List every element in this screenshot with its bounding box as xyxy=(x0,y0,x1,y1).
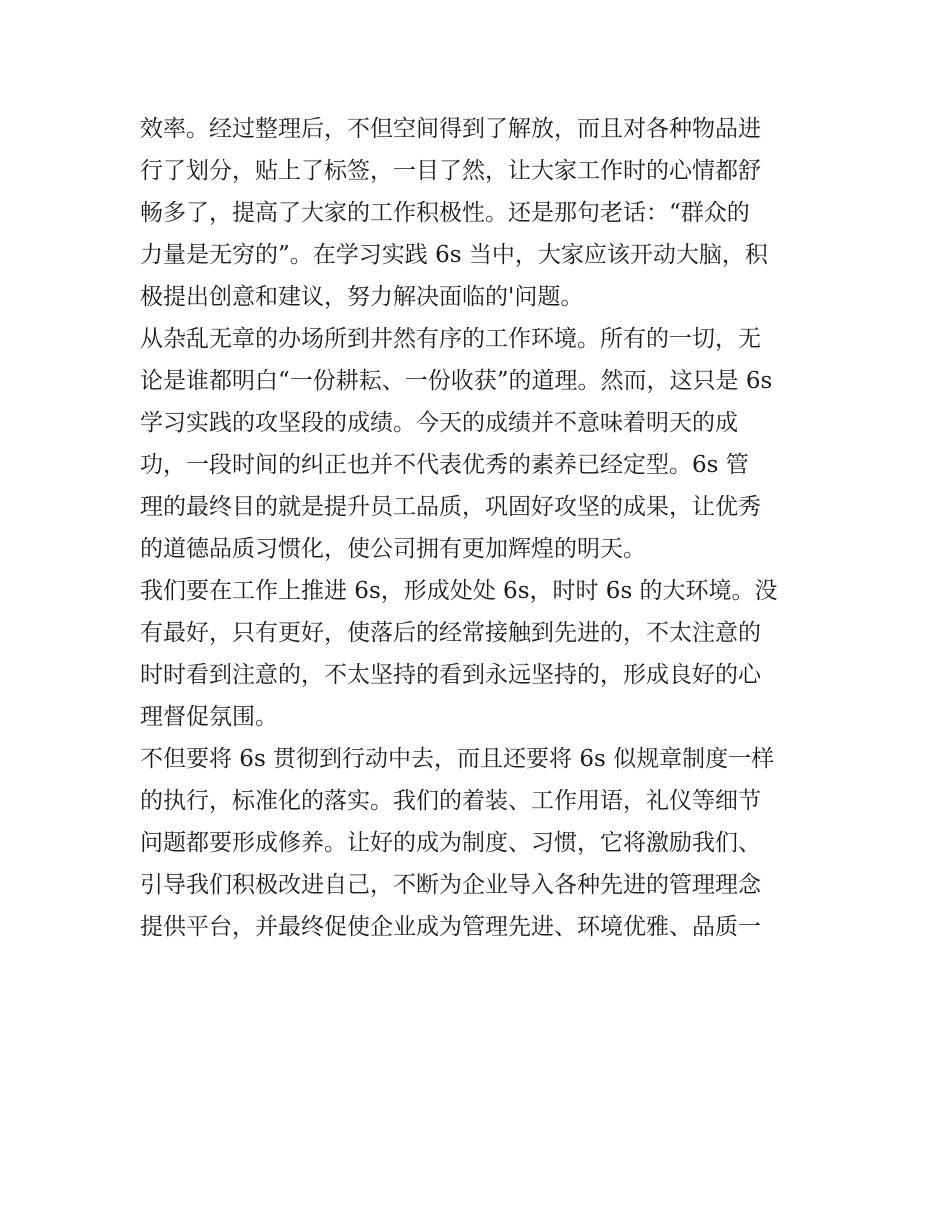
text-line: 的道德品质习惯化，使公司拥有更加辉煌的明天。 xyxy=(140,536,646,562)
paragraph-3 xyxy=(140,570,812,738)
text-line: 不但要将 6s 贯彻到行动中去，而且还要将 6s 似规章制度一样 xyxy=(140,746,775,772)
text-line: 问题都要形成修养。让好的成为制度、习惯，它将激励我们、 xyxy=(140,830,761,856)
text-line: 学习实践的攻坚段的成绩。今天的成绩并不意味着明天的成 xyxy=(140,410,738,436)
text-line: 从杂乱无章的办场所到井然有序的工作环境。所有的一切，无 xyxy=(140,326,761,352)
text-line: 有最好，只有更好，使落后的经常接触到先进的，不太注意的 xyxy=(140,620,761,646)
paragraph-4 xyxy=(140,738,812,948)
text-line: 效率。经过整理后，不但空间得到了解放，而且对各种物品进 xyxy=(140,116,761,142)
text-line: 时时看到注意的，不太坚持的看到永远坚持的，形成良好的心 xyxy=(140,662,761,688)
text-line: 行了划分，贴上了标签，一目了然，让大家工作时的心情都舒 xyxy=(140,158,761,184)
text-line: 力量是无穷的”。在学习实践 6s 当中，大家应该开动大脑，积 xyxy=(140,242,768,268)
text-line: 论是谁都明白“一份耕耘、一份收获”的道理。然而，这只是 6s xyxy=(140,368,773,394)
document-body xyxy=(140,108,812,948)
paragraph-1 xyxy=(140,108,812,318)
text-line: 极提出创意和建议，努力解决面临的'问题。 xyxy=(140,284,584,310)
text-line: 我们要在工作上推进 6s，形成处处 6s，时时 6s 的大环境。没 xyxy=(140,578,778,604)
text-line: 畅多了，提高了大家的工作积极性。还是那句老话：“群众的 xyxy=(140,200,750,226)
text-line: 的执行，标准化的落实。我们的着装、工作用语，礼仪等细节 xyxy=(140,788,761,814)
text-line: 引导我们积极改进自己，不断为企业导入各种先进的管理理念 xyxy=(140,872,761,898)
text-line: 功，一段时间的纠正也并不代表优秀的素养已经定型。6s 管 xyxy=(140,452,749,478)
text-line: 理的最终目的就是提升员工品质，巩固好攻坚的成果，让优秀 xyxy=(140,494,761,520)
text-line: 理督促氛围。 xyxy=(140,704,278,730)
paragraph-2 xyxy=(140,318,812,570)
text-line: 提供平台，并最终促使企业成为管理先进、环境优雅、品质一 xyxy=(140,914,761,940)
